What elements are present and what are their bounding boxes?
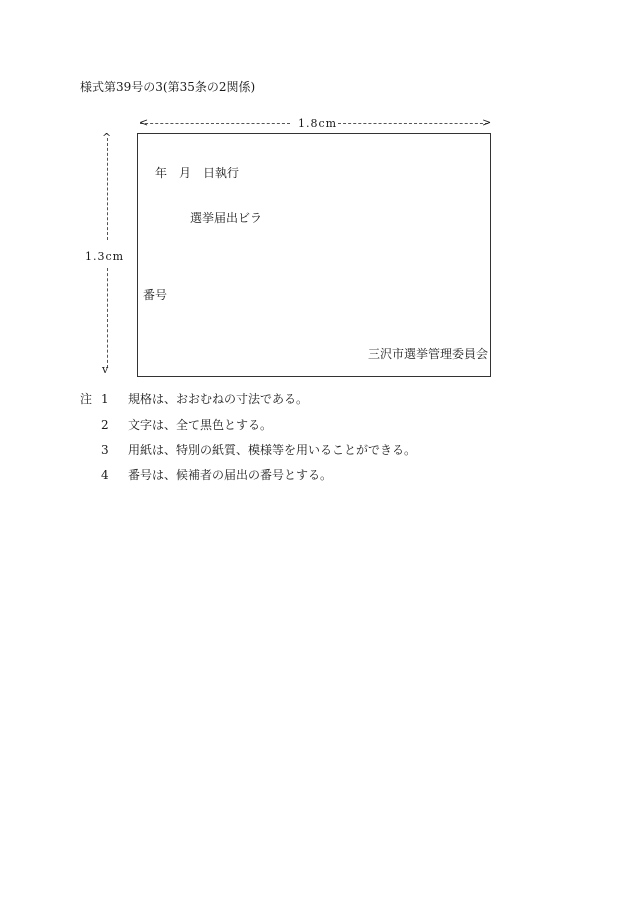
height-dimension-line-bottom — [107, 268, 108, 368]
notes-heading: 注 — [80, 392, 93, 406]
election-date-line: 年 月 日執行 — [155, 166, 240, 180]
note-text: 用紙は、特別の紙質、模様等を用いることができる。 — [128, 443, 417, 457]
height-dimension-line-top — [107, 138, 108, 240]
note-text: 番号は、候補者の届出の番号とする。 — [128, 468, 333, 482]
bill-title: 選挙届出ビラ — [190, 211, 263, 225]
note-text: 規格は、おおむねの寸法である。 — [128, 392, 309, 406]
arrow-left-icon: < — [139, 116, 149, 129]
note-text: 文字は、全て黒色とする。 — [128, 418, 273, 432]
arrow-right-icon: > — [482, 116, 492, 129]
form-title: 様式第39号の3(第35条の2関係) — [80, 80, 256, 94]
note-number: 1 — [101, 392, 109, 406]
width-dimension-line-left — [140, 123, 290, 124]
number-label: 番号 — [143, 288, 168, 302]
arrow-down-icon: v — [102, 363, 109, 376]
note-number: 2 — [101, 418, 109, 432]
note-number: 4 — [101, 468, 109, 482]
width-dimension-label: 1.8cm — [298, 117, 338, 130]
issuer-name: 三沢市選挙管理委員会 — [368, 347, 489, 361]
note-item — [80, 468, 332, 482]
note-item — [80, 443, 416, 457]
height-dimension-label: 1.3cm — [85, 250, 125, 263]
note-number: 3 — [101, 443, 109, 457]
note-item — [80, 392, 308, 406]
note-item — [80, 418, 272, 432]
width-dimension-line-right — [338, 123, 488, 124]
arrow-up-icon: ^ — [102, 131, 112, 144]
